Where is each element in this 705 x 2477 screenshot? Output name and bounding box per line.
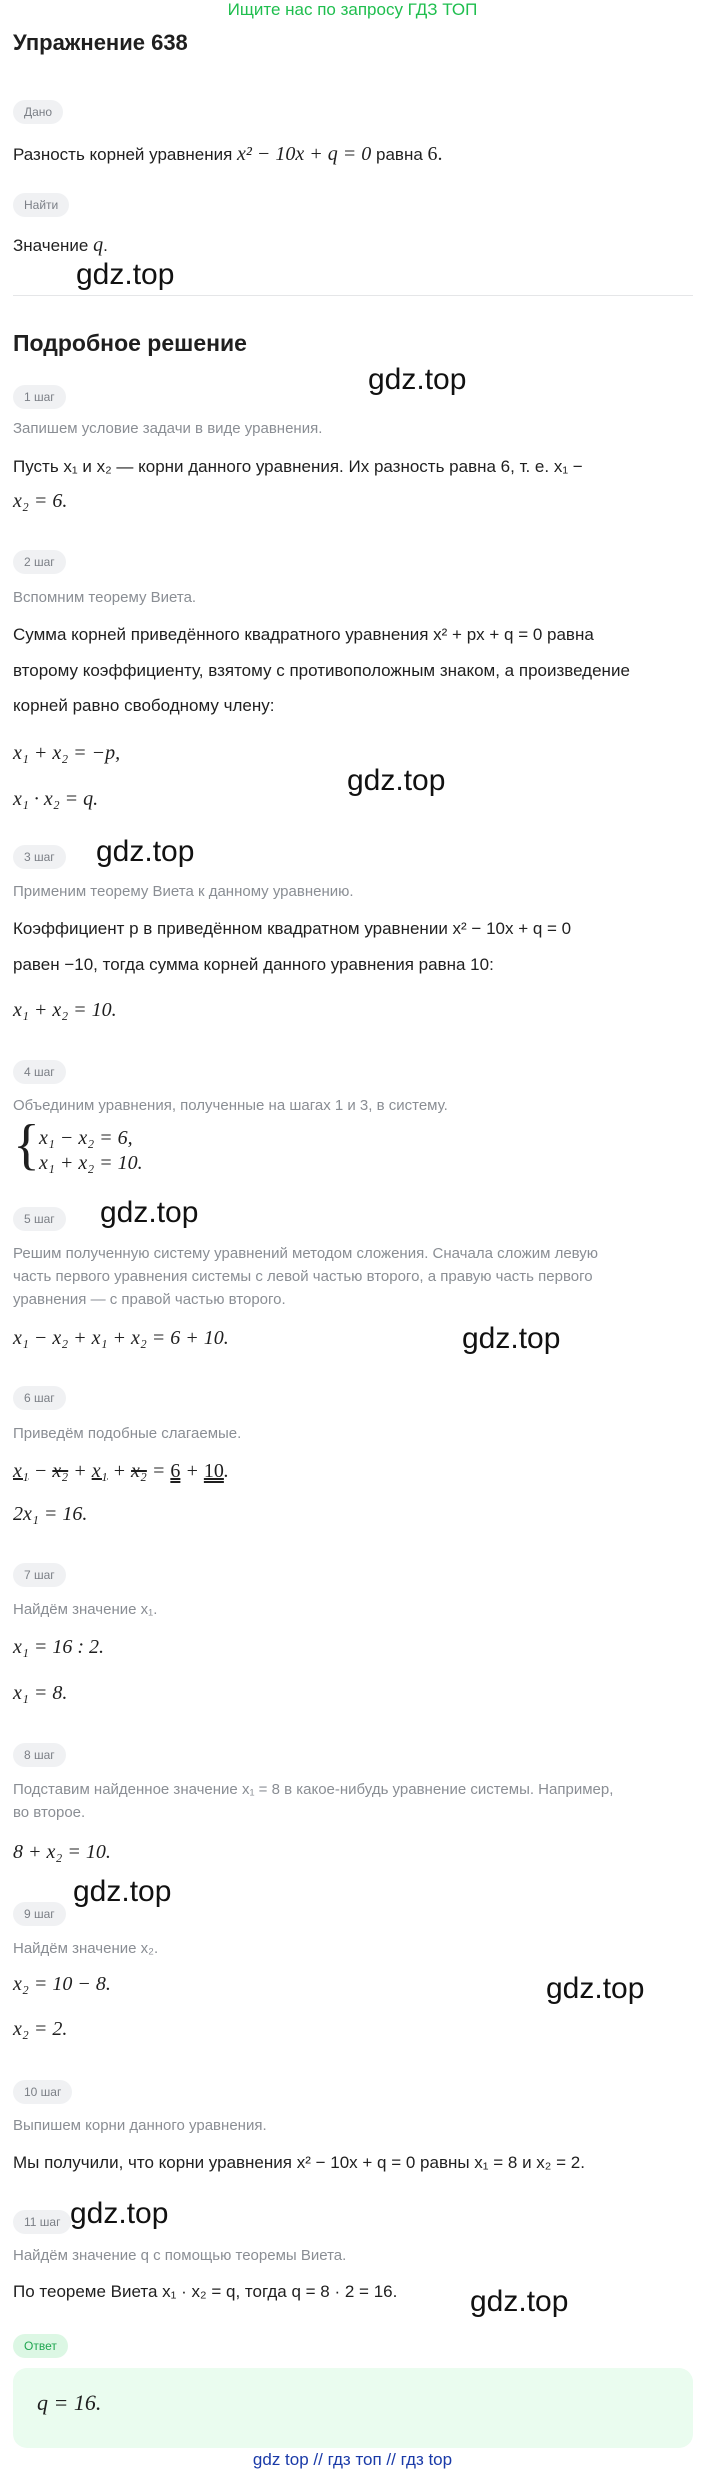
formula: x₁ = 8. — [13, 1682, 68, 1704]
step-note: Подставим найденное значение x₁ = 8 в какое-нибудь уравнение системы. Например, — [13, 1781, 614, 1798]
formula: 2x₁ = 16. — [13, 1503, 88, 1525]
solution-heading: Подробное решение — [13, 330, 247, 356]
formula: x₁ = 16 : 2. — [13, 1636, 104, 1658]
step-note: Выпишем корни данного уравнения. — [13, 2117, 267, 2134]
step-label: 9 шаг — [13, 1902, 66, 1926]
step-label: 6 шаг — [13, 1386, 66, 1410]
step-note: Решим полученную систему уравнений методом сложения. Сначала сложим левую — [13, 1245, 599, 1262]
step-text: Мы получили, что корни уравнения x² − 10x + q = 0 равны x₁ = 8 и x₂ = 2. — [13, 2153, 585, 2172]
watermark: gdz.top — [76, 258, 175, 291]
step-label: 4 шаг — [13, 1060, 66, 1084]
watermark: gdz.top — [100, 1196, 199, 1229]
brace-icon: { — [13, 1114, 40, 1176]
answer-label: Ответ — [13, 2334, 68, 2358]
divider — [13, 295, 693, 296]
step-label: 7 шаг — [13, 1563, 66, 1587]
watermark: gdz.top — [368, 363, 467, 396]
step-text: второму коэффициенту, взятому с противоположным знаком, а произведение — [13, 661, 630, 680]
step-note: Найдём значение q с помощью теоремы Виета. — [13, 2247, 347, 2264]
step-note: уравнения — с правой частью второго. — [13, 1291, 286, 1308]
formula: x₂ = 10 − 8. — [13, 1973, 111, 1995]
step-label: 2 шаг — [13, 550, 66, 574]
step-note: Применим теорему Виета к данному уравнению. — [13, 883, 354, 900]
step-label: 3 шаг — [13, 845, 66, 869]
system-line: x₁ + x₂ = 10. — [39, 1152, 143, 1174]
answer-box — [13, 2368, 693, 2448]
step-note: Вспомним теорему Виета. — [13, 589, 197, 606]
step-note: Объединим уравнения, полученные на шагах 1 и 3, в систему. — [13, 1097, 448, 1114]
step-text: По теореме Виета x₁ · x₂ = q, тогда q = 8 · 2 = 16. — [13, 2282, 398, 2301]
answer-value: q = 16. — [37, 2390, 102, 2415]
step-note: Запишем условие задачи в виде уравнения. — [13, 420, 323, 437]
formula: x₁ − x₂ + x₁ + x₂ = 6 + 10. — [13, 1460, 229, 1482]
exercise-title: Упражнение 638 — [13, 30, 188, 55]
step-label: 1 шаг — [13, 385, 66, 409]
search-hint-link[interactable]: Ищите нас по запросу ГДЗ ТОП — [227, 0, 478, 19]
watermark: gdz.top — [70, 2197, 169, 2230]
watermark: gdz.top — [96, 835, 195, 868]
find-label: Найти — [13, 193, 69, 217]
step-note: во второе. — [13, 1804, 86, 1821]
formula: x₂ = 2. — [13, 2018, 68, 2040]
formula: x₁ + x₂ = 10. — [13, 999, 117, 1021]
step-label: 10 шаг — [13, 2080, 72, 2104]
given-text: Разность корней уравнения x² − 10x + q = 0 равна 6. — [13, 143, 443, 165]
step-note: Найдём значение x₂. — [13, 1940, 159, 1957]
step-note: часть первого уравнения системы с левой частью второго, а правую часть первого — [13, 1268, 593, 1285]
footer-links[interactable]: gdz top // гдз топ // гдз top — [252, 2450, 453, 2469]
step-label: 11 шаг — [13, 2210, 71, 2234]
given-equation: x² − 10x + q = 0 — [237, 143, 372, 165]
step-text: Пусть x₁ и x₂ — корни данного уравнения. Их разность равна 6, т. е. x₁ − — [13, 457, 583, 476]
watermark: gdz.top — [73, 1875, 172, 1908]
watermark: gdz.top — [546, 1972, 645, 2005]
system-line: x₁ − x₂ = 6, — [39, 1127, 133, 1149]
watermark: gdz.top — [462, 1322, 561, 1355]
step-text: Коэффициент p в приведённом квадратном уравнении x² − 10x + q = 0 — [13, 919, 572, 938]
formula: x₁ − x₂ + x₁ + x₂ = 6 + 10. — [13, 1327, 229, 1349]
watermark: gdz.top — [347, 764, 446, 797]
step-note: Приведём подобные слагаемые. — [13, 1425, 242, 1442]
step-text: корней равно свободному члену: — [13, 696, 275, 715]
formula: 8 + x₂ = 10. — [13, 1841, 111, 1863]
formula: x₁ · x₂ = q. — [13, 788, 99, 810]
step-note: Найдём значение x₁. — [13, 1601, 158, 1618]
step-text: равен −10, тогда сумма корней данного уравнения равна 10: — [13, 955, 494, 974]
formula: x₁ + x₂ = −p, — [13, 742, 121, 764]
step-label: 8 шаг — [13, 1743, 66, 1767]
step-text: x₂ = 6. — [13, 490, 68, 512]
step-label: 5 шаг — [13, 1207, 66, 1231]
find-text: Значение q. — [13, 234, 108, 256]
watermark: gdz.top — [470, 2285, 569, 2318]
step-text: Сумма корней приведённого квадратного уравнения x² + px + q = 0 равна — [13, 625, 594, 644]
given-label: Дано — [13, 100, 63, 124]
